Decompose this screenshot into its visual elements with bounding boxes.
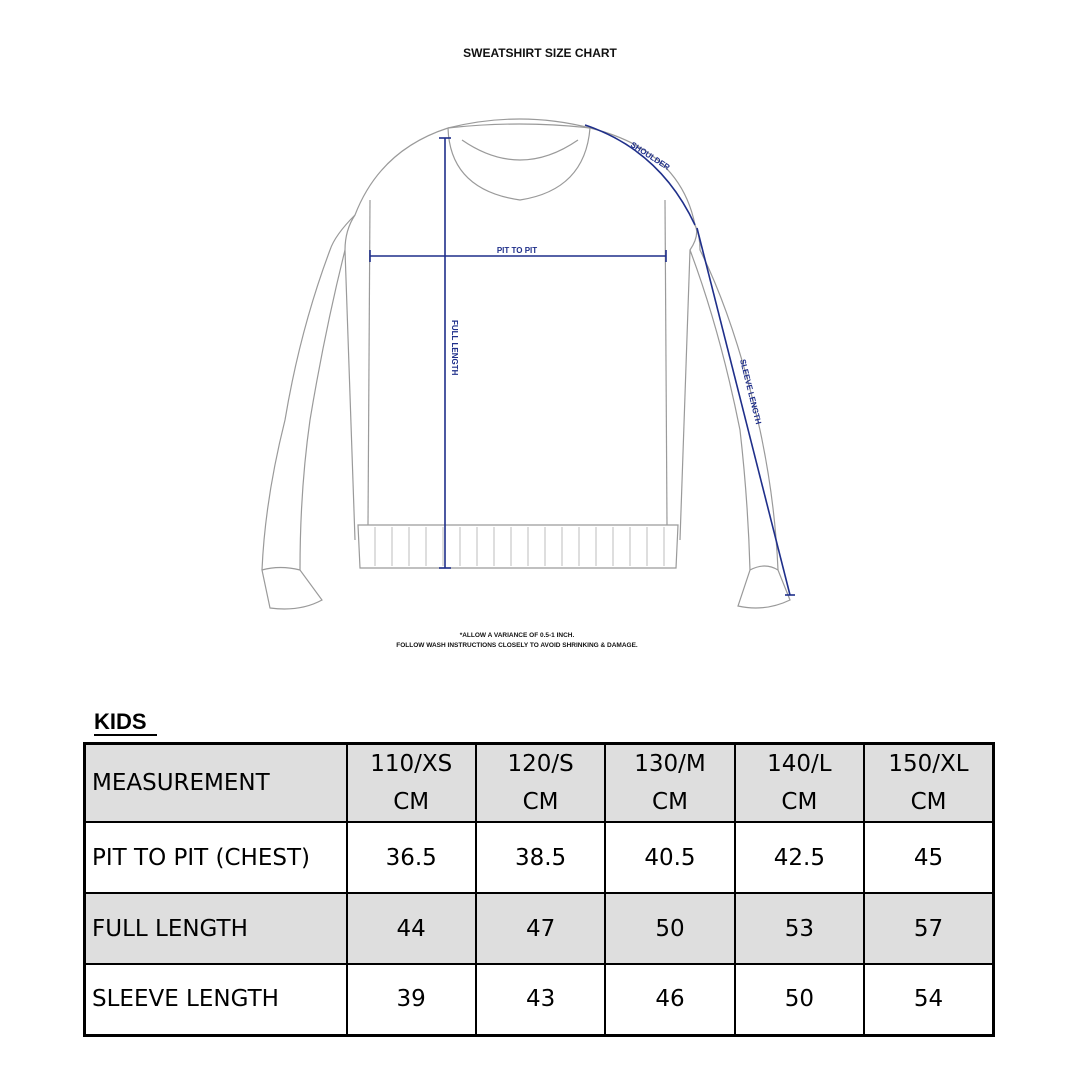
size-label: 110/XS xyxy=(370,751,453,777)
table-cell: 50 xyxy=(605,893,734,964)
unit-label: CM xyxy=(781,789,818,815)
unit-label: CM xyxy=(393,789,430,815)
table-row xyxy=(85,893,994,964)
table-cell: 57 xyxy=(864,893,993,964)
size-label: 140/L xyxy=(767,751,832,777)
unit-label: CM xyxy=(910,789,947,815)
unit-label: CM xyxy=(652,789,688,815)
header-size xyxy=(347,744,476,823)
table-cell: 40.5 xyxy=(605,822,734,893)
pit-to-pit-label: PIT TO PIT xyxy=(496,246,538,255)
size-label: 150/XL xyxy=(888,751,969,777)
table-cell: 38.5 xyxy=(476,822,605,893)
header-size xyxy=(864,744,993,823)
chart-title: SWEATSHIRT SIZE CHART xyxy=(463,46,617,60)
ribbing-texture xyxy=(375,527,664,566)
sleeve-length-label: SLEEVE LENGTH xyxy=(738,358,763,426)
table-cell: 39 xyxy=(347,964,476,1035)
sweatshirt-outline xyxy=(262,119,790,609)
size-label: 130/M xyxy=(634,751,706,777)
table-cell: 53 xyxy=(735,893,864,964)
table-cell: 50 xyxy=(735,964,864,1035)
table-cell: 45 xyxy=(864,822,993,893)
header-size xyxy=(735,744,864,823)
table-cell: 47 xyxy=(476,893,605,964)
header-size xyxy=(476,744,605,823)
table-caption: KIDS xyxy=(94,710,157,736)
unit-label: CM xyxy=(522,789,559,815)
table-cell: 36.5 xyxy=(347,822,476,893)
header-measurement: MEASUREMENT xyxy=(85,744,347,823)
wash-note: FOLLOW WASH INSTRUCTIONS CLOSELY TO AVOID SHRINKING & DAMAGE. xyxy=(396,642,638,649)
shoulder-label: SHOULDER xyxy=(628,140,672,173)
variance-note: *ALLOW A VARIANCE OF 0.5-1 INCH. xyxy=(459,632,575,639)
table-row xyxy=(85,822,994,893)
full-length-label: FULL LENGTH xyxy=(450,320,459,376)
size-table xyxy=(83,742,995,1037)
table-cell: 46 xyxy=(605,964,734,1035)
header-size xyxy=(605,744,734,823)
table-cell: 42.5 xyxy=(735,822,864,893)
row-label: FULL LENGTH xyxy=(85,893,347,964)
table-row xyxy=(85,964,994,1035)
row-label: SLEEVE LENGTH xyxy=(85,964,347,1035)
table-cell: 44 xyxy=(347,893,476,964)
size-label: 120/S xyxy=(507,751,574,777)
table-cell: 43 xyxy=(476,964,605,1035)
table-cell: 54 xyxy=(864,964,993,1035)
row-label: PIT TO PIT (CHEST) xyxy=(85,822,347,893)
table-header-row xyxy=(85,744,994,823)
